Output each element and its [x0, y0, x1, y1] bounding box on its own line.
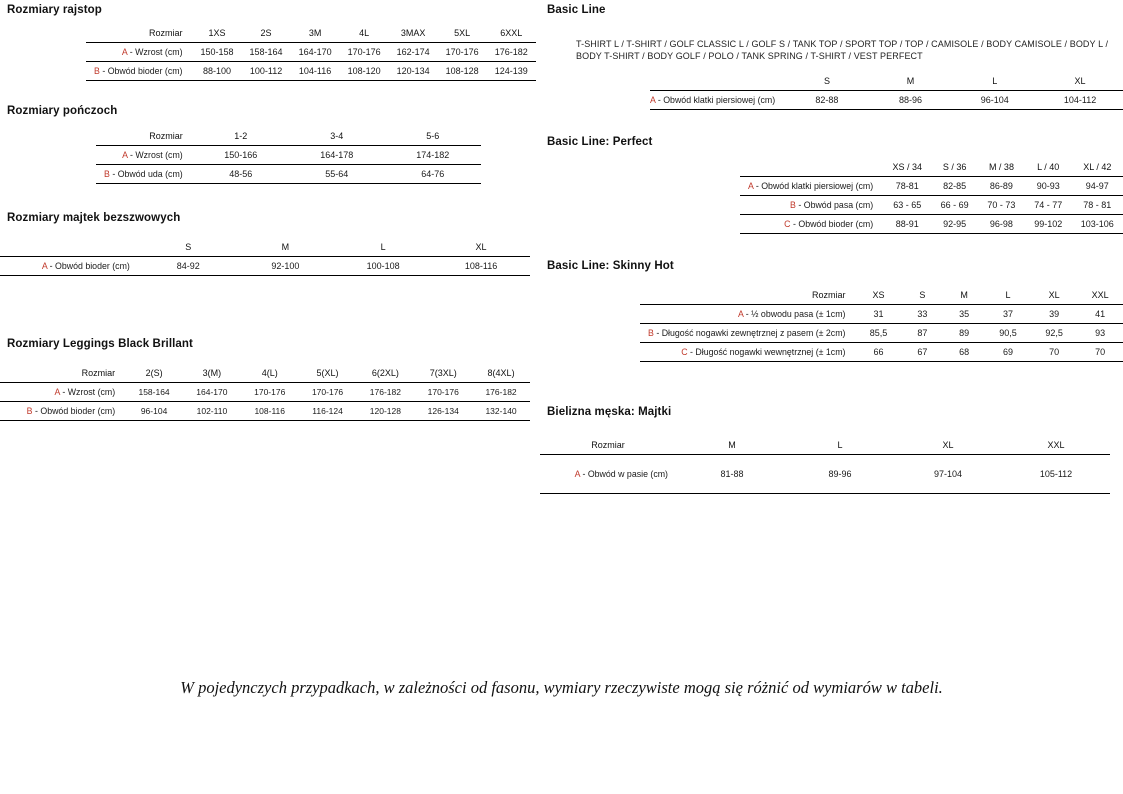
col-header: M	[869, 72, 953, 91]
cell: 87	[902, 324, 944, 343]
row-label: A - Obwód w pasie (cm)	[540, 455, 678, 494]
col-header: M	[943, 286, 985, 305]
col-header: 8(4XL)	[472, 364, 530, 383]
col-header: XL	[432, 238, 530, 257]
header-label: Rozmiar	[96, 127, 193, 146]
col-header: XS	[855, 286, 901, 305]
cell: 82-88	[785, 91, 869, 110]
table-header-row	[0, 238, 530, 257]
col-header: 3MAX	[389, 24, 438, 43]
cell: 68	[943, 343, 985, 362]
table-majtki-bezszwowe	[0, 238, 530, 276]
col-header: XL	[894, 436, 1002, 455]
table-header-row	[86, 24, 536, 43]
table-row	[540, 455, 1110, 494]
cell: 67	[902, 343, 944, 362]
col-header: 2(S)	[125, 364, 183, 383]
footer-note: W pojedynczych przypadkach, w zależności od fasonu, wymiary rzeczywiste mogą się różnić od wymiarów w tabeli.	[180, 678, 943, 697]
cell: 176-182	[472, 383, 530, 402]
cell: 150-166	[193, 146, 289, 165]
section-title-basic-line: Basic Line	[547, 4, 606, 16]
cell: 92,5	[1031, 324, 1077, 343]
section-title-ponczochy: Rozmiary pończoch	[7, 105, 118, 117]
cell: 170-176	[414, 383, 472, 402]
cell: 93	[1077, 324, 1123, 343]
cell: 48-56	[193, 165, 289, 184]
table-header-row	[740, 158, 1123, 177]
section-ponczochy	[0, 105, 530, 184]
cell: 33	[902, 305, 944, 324]
cell: 104-116	[291, 62, 340, 81]
table-row	[740, 196, 1123, 215]
cell: 120-128	[356, 402, 414, 421]
col-header: 1-2	[193, 127, 289, 146]
cell: 92-95	[931, 215, 978, 234]
cell: 88-96	[869, 91, 953, 110]
section-title-majtki-meskie: Bielizna męska: Majtki	[547, 406, 672, 419]
table-rajstopy	[86, 24, 536, 81]
cell: 100-112	[242, 62, 291, 81]
header-label: Rozmiar	[540, 436, 678, 455]
cell: 116-124	[299, 402, 357, 421]
section-skinny-hot	[540, 260, 1123, 362]
right-column	[540, 0, 1123, 500]
section-majtki-bezszwowe	[0, 212, 530, 276]
row-label: B - Obwód bioder (cm)	[86, 62, 193, 81]
cell: 70 - 73	[978, 196, 1025, 215]
table-skinny-hot	[640, 286, 1123, 362]
col-header: XL	[1031, 286, 1077, 305]
table-header-row	[96, 127, 481, 146]
header-label: Rozmiar	[86, 24, 193, 43]
cell: 88-91	[883, 215, 931, 234]
cell: 92-100	[237, 257, 334, 276]
col-header: 4L	[340, 24, 389, 43]
cell: 97-104	[894, 455, 1002, 494]
cell: 63 - 65	[883, 196, 931, 215]
table-row	[86, 62, 536, 81]
cell: 85,5	[855, 324, 901, 343]
col-header: 5(XL)	[299, 364, 357, 383]
col-header: XL	[1037, 72, 1123, 91]
header-label	[0, 238, 140, 257]
cell: 176-182	[356, 383, 414, 402]
col-header: 2S	[242, 24, 291, 43]
cell: 170-176	[299, 383, 357, 402]
table-leggings	[0, 364, 530, 421]
cell: 96-98	[978, 215, 1025, 234]
table-row	[0, 402, 530, 421]
col-header: 7(3XL)	[414, 364, 472, 383]
left-column	[0, 0, 530, 427]
row-label: A - Obwód klatki piersiowej (cm)	[650, 91, 785, 110]
row-label: A - Obwód bioder (cm)	[0, 257, 140, 276]
cell: 132-140	[472, 402, 530, 421]
row-label: A - ½ obwodu pasa (± 1cm)	[640, 305, 855, 324]
col-header: S	[140, 238, 237, 257]
cell: 41	[1077, 305, 1123, 324]
cell: 120-134	[389, 62, 438, 81]
table-ponczochy	[96, 127, 481, 184]
cell: 35	[943, 305, 985, 324]
row-label: A - Wzrost (cm)	[0, 383, 125, 402]
cell: 39	[1031, 305, 1077, 324]
col-header: L / 40	[1025, 158, 1072, 177]
table-row	[640, 343, 1123, 362]
section-title-leggings: Rozmiary Leggings Black Brillant	[7, 338, 193, 350]
col-header: S	[902, 286, 944, 305]
cell: 66 - 69	[931, 196, 978, 215]
table-row	[0, 383, 530, 402]
row-label: C - Długość nogawki wewnętrznej (± 1cm)	[640, 343, 855, 362]
section-majtki-meskie	[540, 406, 1123, 494]
cell: 108-116	[241, 402, 299, 421]
cell: 170-176	[438, 43, 487, 62]
col-header: 6XXL	[487, 24, 536, 43]
cell: 78 - 81	[1072, 196, 1123, 215]
col-header: XXL	[1077, 286, 1123, 305]
row-label: A - Wzrost (cm)	[86, 43, 193, 62]
cell: 176-182	[487, 43, 536, 62]
cell: 89-96	[786, 455, 894, 494]
table-row	[0, 257, 530, 276]
table-basic-line	[650, 72, 1123, 110]
col-header: 3-4	[289, 127, 385, 146]
cell: 105-112	[1002, 455, 1110, 494]
header-label	[650, 72, 785, 91]
cell: 78-81	[883, 177, 931, 196]
col-header: M / 38	[978, 158, 1025, 177]
cell: 174-182	[385, 146, 481, 165]
cell: 88-100	[193, 62, 242, 81]
cell: 96-104	[952, 91, 1037, 110]
table-row	[640, 324, 1123, 343]
table-majtki-meskie	[540, 436, 1110, 494]
cell: 126-134	[414, 402, 472, 421]
cell: 103-106	[1072, 215, 1123, 234]
cell: 82-85	[931, 177, 978, 196]
cell: 158-164	[125, 383, 183, 402]
cell: 86-89	[978, 177, 1025, 196]
col-header: L	[334, 238, 432, 257]
cell: 102-110	[183, 402, 241, 421]
cell: 31	[855, 305, 901, 324]
cell: 90,5	[985, 324, 1031, 343]
table-header-row	[0, 364, 530, 383]
col-header: XL / 42	[1072, 158, 1123, 177]
row-label: B - Obwód pasa (cm)	[740, 196, 883, 215]
col-header: XXL	[1002, 436, 1110, 455]
cell: 150-158	[193, 43, 242, 62]
cell: 96-104	[125, 402, 183, 421]
row-label: B - Długość nogawki zewnętrznej z pasem (± 2cm)	[640, 324, 855, 343]
cell: 74 - 77	[1025, 196, 1072, 215]
table-row	[640, 305, 1123, 324]
section-title-majtki-bezszwowe: Rozmiary majtek bezszwowych	[7, 212, 181, 224]
col-header: L	[786, 436, 894, 455]
col-header: S / 36	[931, 158, 978, 177]
cell: 164-170	[183, 383, 241, 402]
cell: 170-176	[340, 43, 389, 62]
section-rajstopy	[0, 4, 530, 81]
section-title-basic-perfect: Basic Line: Perfect	[547, 136, 653, 149]
section-leggings	[0, 338, 530, 421]
cell: 108-128	[438, 62, 487, 81]
table-header-row	[540, 436, 1110, 455]
header-label	[740, 158, 883, 177]
cell: 94-97	[1072, 177, 1123, 196]
section-title-skinny-hot: Basic Line: Skinny Hot	[547, 260, 674, 273]
cell: 81-88	[678, 455, 786, 494]
cell: 158-164	[242, 43, 291, 62]
col-header: 1XS	[193, 24, 242, 43]
table-row	[740, 215, 1123, 234]
col-header: XS / 34	[883, 158, 931, 177]
row-label: B - Obwód uda (cm)	[96, 165, 193, 184]
cell: 108-116	[432, 257, 530, 276]
col-header: M	[678, 436, 786, 455]
cell: 37	[985, 305, 1031, 324]
row-label: A - Obwód klatki piersiowej (cm)	[740, 177, 883, 196]
cell: 90-93	[1025, 177, 1072, 196]
col-header: 3M	[291, 24, 340, 43]
cell: 64-76	[385, 165, 481, 184]
cell: 108-120	[340, 62, 389, 81]
cell: 70	[1077, 343, 1123, 362]
table-header-row	[650, 72, 1123, 91]
header-label: Rozmiar	[0, 364, 125, 383]
section-basic-line	[540, 4, 1123, 110]
cell: 69	[985, 343, 1031, 362]
cell: 104-112	[1037, 91, 1123, 110]
cell: 164-170	[291, 43, 340, 62]
row-label: A - Wzrost (cm)	[96, 146, 193, 165]
table-basic-perfect	[740, 158, 1123, 234]
cell: 55-64	[289, 165, 385, 184]
table-row	[96, 165, 481, 184]
table-row	[96, 146, 481, 165]
col-header: 5-6	[385, 127, 481, 146]
col-header: 5XL	[438, 24, 487, 43]
cell: 70	[1031, 343, 1077, 362]
col-header: L	[985, 286, 1031, 305]
row-label: B - Obwód bioder (cm)	[0, 402, 125, 421]
table-row	[740, 177, 1123, 196]
section-basic-perfect	[540, 136, 1123, 234]
section-subtitle-basic-line: T-SHIRT L / T-SHIRT / GOLF CLASSIC L / GOLF S / TANK TOP / SPORT TOP / TOP / CAMISOLE / BODY CAMISOLE / BODY L / BODY T-SHIRT / BODY GOLF / POLO / TANK SPRING / T-SHIRT / VEST PERFECT	[576, 39, 1109, 62]
col-header: L	[952, 72, 1037, 91]
cell: 170-176	[241, 383, 299, 402]
col-header: 4(L)	[241, 364, 299, 383]
cell: 89	[943, 324, 985, 343]
header-label: Rozmiar	[640, 286, 855, 305]
section-title-rajstopy: Rozmiary rajstop	[7, 4, 102, 16]
cell: 124-139	[487, 62, 536, 81]
cell: 66	[855, 343, 901, 362]
row-label: C - Obwód bioder (cm)	[740, 215, 883, 234]
cell: 100-108	[334, 257, 432, 276]
cell: 99-102	[1025, 215, 1072, 234]
col-header: 3(M)	[183, 364, 241, 383]
col-header: S	[785, 72, 869, 91]
col-header: 6(2XL)	[356, 364, 414, 383]
cell: 84-92	[140, 257, 237, 276]
table-row	[86, 43, 536, 62]
table-header-row	[640, 286, 1123, 305]
table-row	[650, 91, 1123, 110]
col-header: M	[237, 238, 334, 257]
cell: 162-174	[389, 43, 438, 62]
cell: 164-178	[289, 146, 385, 165]
